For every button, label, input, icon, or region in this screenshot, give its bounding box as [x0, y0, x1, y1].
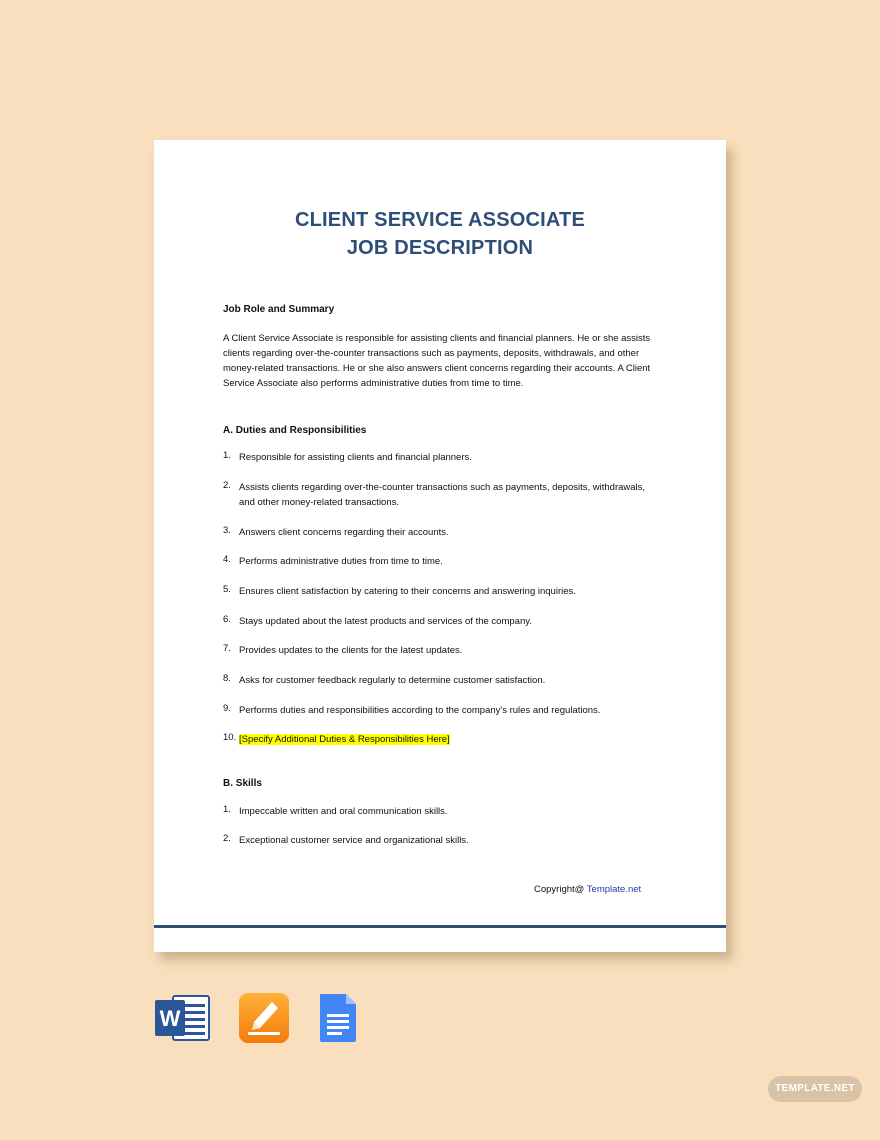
- list-text: Performs duties and responsibilities according to the company's rules and regulations.: [239, 705, 601, 716]
- list-text: Answers client concerns regarding their accounts.: [239, 527, 449, 538]
- list-number: 4.: [223, 554, 231, 565]
- list-number: 1.: [223, 450, 231, 461]
- list-text: Impeccable written and oral communication skills.: [239, 806, 448, 817]
- list-text: Ensures client satisfaction by catering to their concerns and answering inquiries.: [239, 586, 576, 597]
- highlighted-placeholder: [Specify Additional Duties & Responsibilities Here]: [239, 734, 450, 745]
- list-text: Asks for customer feedback regularly to determine customer satisfaction.: [239, 675, 546, 686]
- list-item: [223, 554, 663, 569]
- list-text: Stays updated about the latest products and services of the company.: [239, 616, 532, 627]
- list-number: 2.: [223, 480, 231, 491]
- list-text: Performs administrative duties from time to time.: [239, 556, 443, 567]
- template-net-badge[interactable]: TEMPLATE.NET: [768, 1076, 862, 1102]
- google-docs-icon[interactable]: [318, 992, 358, 1044]
- list-item: [223, 450, 663, 465]
- word-letter: W: [159, 1006, 181, 1031]
- title-line-2: JOB DESCRIPTION: [346, 237, 534, 259]
- copyright-label: Copyright@: [534, 884, 587, 895]
- list-number: 6.: [223, 614, 231, 625]
- title-line-1: CLIENT SERVICE ASSOCIATE: [294, 209, 586, 231]
- apple-pages-icon[interactable]: [238, 992, 290, 1044]
- list-item: [223, 732, 663, 747]
- list-number: 9.: [223, 703, 231, 714]
- list-number: 5.: [223, 584, 231, 595]
- list-number: 8.: [223, 673, 231, 684]
- skills-heading: B. Skills: [223, 778, 262, 789]
- document-content: [223, 304, 663, 848]
- list-item: [223, 833, 663, 848]
- copyright-link[interactable]: Template.net: [586, 884, 642, 895]
- list-item: [223, 804, 663, 819]
- list-text: Exceptional customer service and organizational skills.: [239, 835, 469, 846]
- duties-list: [223, 450, 663, 747]
- document-page: [154, 140, 726, 952]
- list-item: [223, 584, 663, 599]
- list-text: Provides updates to the clients for the latest updates.: [239, 645, 463, 656]
- list-number: 10.: [223, 732, 237, 743]
- list-item: [223, 703, 663, 718]
- list-item: [223, 673, 663, 688]
- list-number: 7.: [223, 643, 231, 654]
- list-number: 2.: [223, 833, 231, 844]
- list-text: Assists clients regarding over-the-counter transactions such as payments, deposits, withdrawals, and other money-related transactions.: [239, 482, 646, 508]
- copyright: [534, 884, 641, 895]
- list-item: [223, 480, 663, 510]
- document-title: [154, 206, 726, 262]
- list-item: [223, 525, 663, 540]
- summary-text: A Client Service Associate is responsible for assisting clients and financial planners. He or she assists clients regarding over-the-counter transactions such as payments, deposits, withdrawals, and other money-related transactions. He or she also answers client concerns regarding their accounts. A Client Service Associate also performs administrative duties from time to time.: [223, 333, 651, 389]
- microsoft-word-icon[interactable]: [155, 992, 211, 1044]
- list-item: [223, 643, 663, 658]
- footer-divider: [154, 925, 726, 928]
- list-number: 3.: [223, 525, 231, 536]
- list-number: 1.: [223, 804, 231, 815]
- app-icons: [0, 992, 880, 1052]
- summary-heading: Job Role and Summary: [223, 304, 335, 315]
- duties-heading: A. Duties and Responsibilities: [223, 425, 367, 436]
- skills-list: [223, 804, 663, 848]
- list-item: [223, 614, 663, 629]
- list-text: Responsible for assisting clients and financial planners.: [239, 452, 472, 463]
